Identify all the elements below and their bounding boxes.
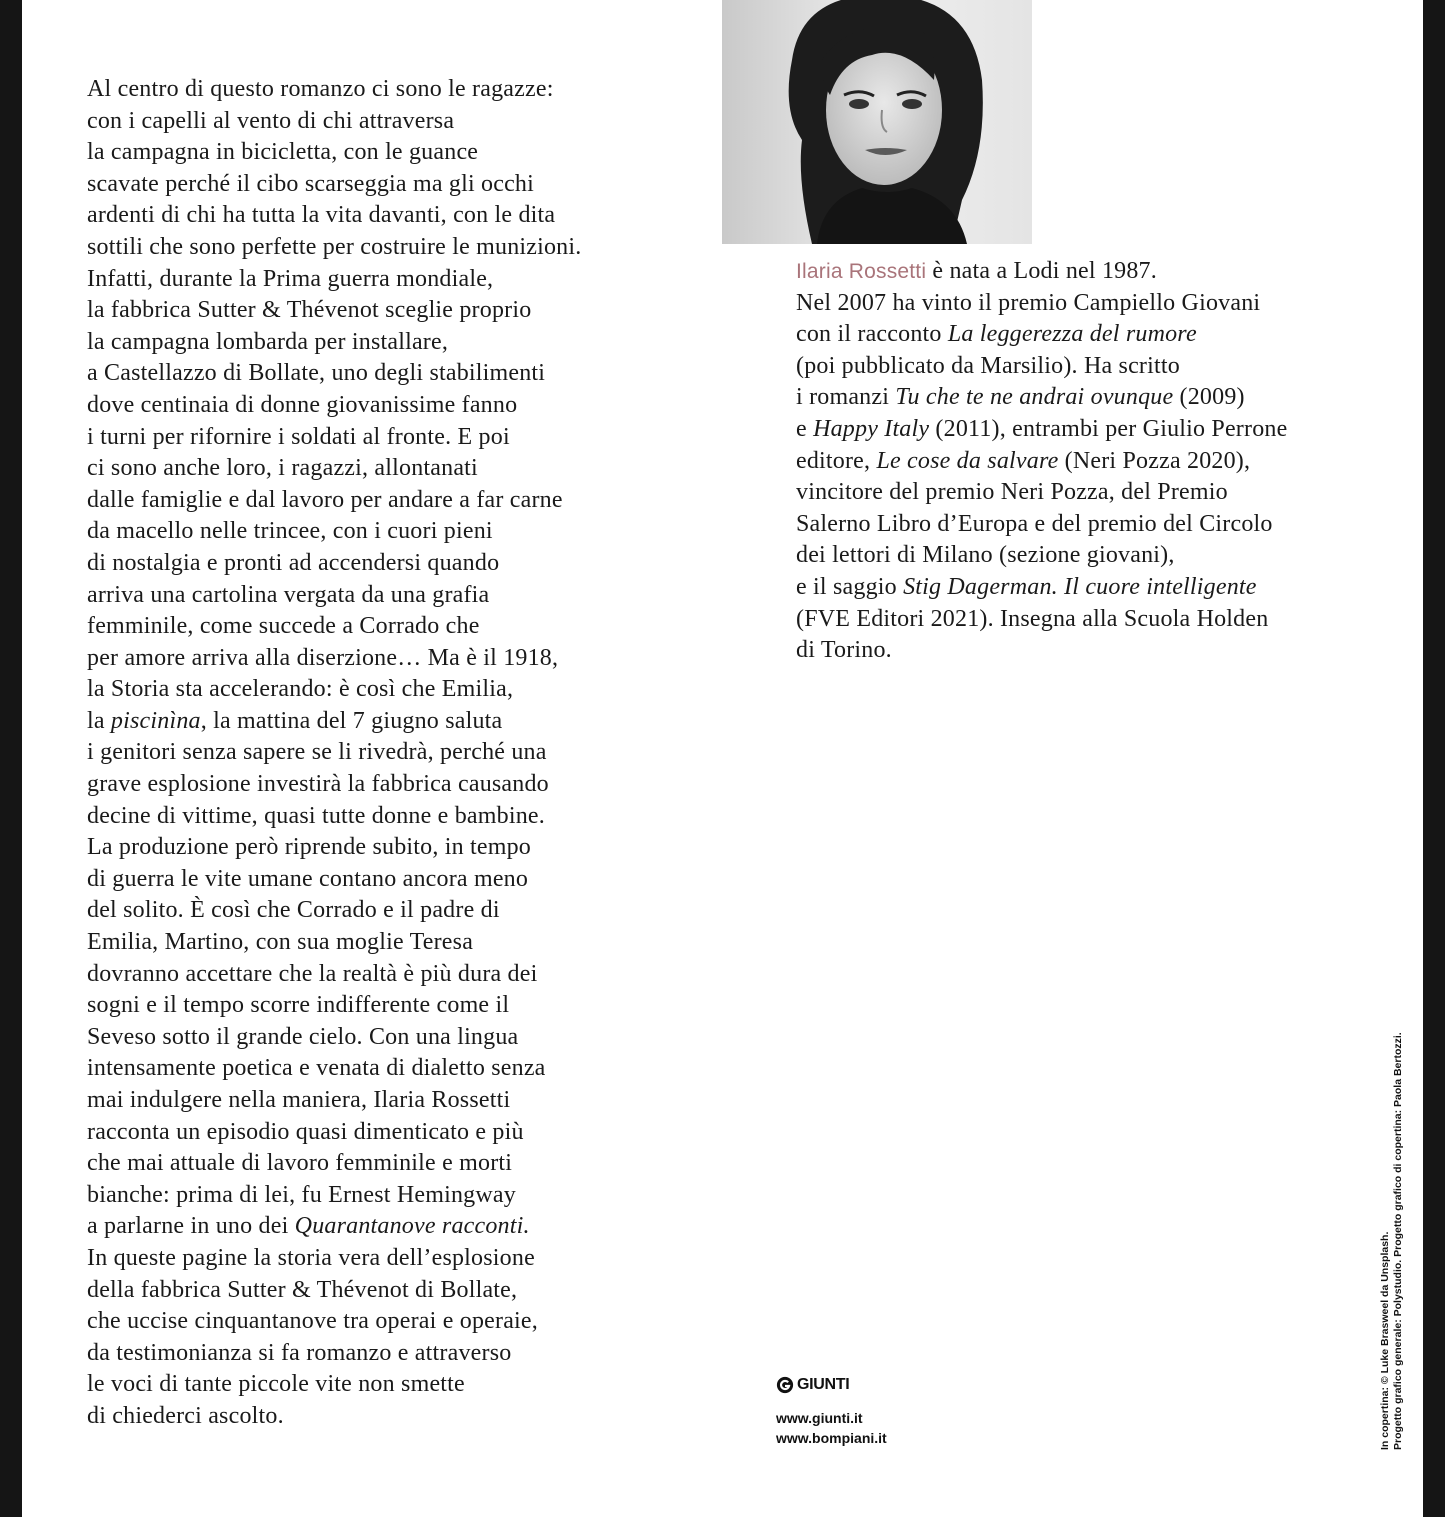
synopsis-line: Seveso sotto il grande cielo. Con una lingua <box>87 1023 519 1050</box>
bio-line: Salerno Libro d’Europa e del premio del Circolo <box>796 510 1273 537</box>
synopsis-text <box>87 74 647 1433</box>
synopsis-line: da testimonianza si fa romanzo e attraverso <box>87 1339 512 1366</box>
text-run: (2009) <box>1173 384 1245 411</box>
synopsis-line: dove centinaia di donne giovanissime fanno <box>87 391 518 418</box>
cover-credits <box>1379 1032 1405 1450</box>
synopsis-line: i turni per rifornire i soldati al fronte. E poi <box>87 423 510 450</box>
synopsis-line: di chiederci ascolto. <box>87 1402 284 1429</box>
credit-line: Progetto grafico generale: Polystudio. Progetto grafico di copertina: Paola Bertozzi. <box>1392 1032 1404 1450</box>
synopsis-line: In queste pagine la storia vera dell’esplosione <box>87 1244 535 1271</box>
synopsis-line: del solito. È così che Corrado e il padre di <box>87 897 500 924</box>
text-run: (Neri Pozza 2020), <box>1058 447 1251 474</box>
synopsis-line: la campagna in bicicletta, con le guance <box>87 139 479 166</box>
text-run: con il racconto <box>796 321 948 348</box>
bompiani-url[interactable]: www.bompiani.it <box>776 1430 887 1446</box>
bio-line: (poi pubblicato da Marsilio). Ha scritto <box>796 352 1180 379</box>
synopsis-line: dovranno accettare che la realtà è più dura dei <box>87 960 538 987</box>
synopsis-line: racconta un episodio quasi dimenticato e più <box>87 1118 524 1145</box>
text-run: e il saggio <box>796 573 904 600</box>
bio-line: Nel 2007 ha vinto il premio Campiello Giovani <box>796 289 1261 316</box>
text-run: i romanzi <box>796 384 896 411</box>
synopsis-line: Infatti, durante la Prima guerra mondiale, <box>87 265 494 292</box>
synopsis-line: di guerra le vite umane contano ancora meno <box>87 865 529 892</box>
synopsis-line: arriva una cartolina vergata da una grafia <box>87 581 490 608</box>
synopsis-line-italic-mix <box>87 706 647 738</box>
italic-title: La leggerezza del rumore <box>947 321 1197 348</box>
synopsis-line: grave esplosione investirà la fabbrica causando <box>87 771 549 798</box>
author-photo <box>722 0 1032 244</box>
author-name: Ilaria Rossetti <box>796 260 927 283</box>
synopsis-line: della fabbrica Sutter & Thévenot di Bollate, <box>87 1276 518 1303</box>
synopsis-line: Al centro di questo romanzo ci sono le ragazze: <box>87 76 554 102</box>
text-run: , la mattina del 7 giugno saluta <box>200 707 503 734</box>
synopsis-line: con i capelli al vento di chi attraversa <box>87 107 455 134</box>
publisher-urls <box>776 1408 887 1448</box>
author-bio <box>796 256 1356 667</box>
synopsis-line: che uccise cinquantanove tra operai e operaie, <box>87 1308 538 1335</box>
text-run: la <box>87 707 111 734</box>
synopsis-line: di nostalgia e pronti ad accendersi quando <box>87 549 500 576</box>
credit-line: In copertina: © Luke Brasweel da Unsplash. <box>1379 1231 1391 1450</box>
italic-title: Stig Dagerman. Il cuore intelligente <box>903 573 1257 600</box>
bio-line <box>796 446 1356 478</box>
italic-title: Tu che te ne andrai ovunque <box>895 384 1174 411</box>
italic-title: Le cose da salvare <box>876 447 1059 474</box>
synopsis-line: scavate perché il cibo scarseggia ma gli occhi <box>87 170 535 197</box>
synopsis-line: La produzione però riprende subito, in tempo <box>87 834 532 861</box>
bio-line <box>796 572 1356 604</box>
giunti-logo-icon <box>776 1376 794 1394</box>
synopsis-line: ci sono anche loro, i ragazzi, allontanati <box>87 455 478 482</box>
synopsis-line: bianche: prima di lei, fu Ernest Hemingway <box>87 1181 516 1208</box>
synopsis-line: la fabbrica Sutter & Thévenot sceglie proprio <box>87 297 532 324</box>
synopsis-line: i genitori senza sapere se li rivedrà, perché una <box>87 739 547 766</box>
bio-line: di Torino. <box>796 637 892 664</box>
left-edge-border <box>0 0 22 1517</box>
bio-line: (FVE Editori 2021). Insegna alla Scuola Holden <box>796 605 1269 632</box>
bio-line: vincitore del premio Neri Pozza, del Premio <box>796 479 1228 506</box>
synopsis-line: le voci di tante piccole vite non smette <box>87 1371 465 1398</box>
synopsis-line: la campagna lombarda per installare, <box>87 328 449 355</box>
synopsis-line: che mai attuale di lavoro femminile e morti <box>87 1150 513 1177</box>
synopsis-line: Emilia, Martino, con sua moglie Teresa <box>87 929 474 956</box>
giunti-url[interactable]: www.giunti.it <box>776 1410 863 1426</box>
text-run: a parlarne in uno dei <box>87 1213 295 1240</box>
text-run: editore, <box>796 447 877 474</box>
giunti-logo <box>776 1376 887 1394</box>
italic-title: Quarantanove racconti. <box>294 1213 530 1240</box>
synopsis-line: decine di vittime, quasi tutte donne e bambine. <box>87 802 545 829</box>
text-run: e <box>796 415 814 442</box>
bio-line <box>796 256 1356 288</box>
synopsis-line: ardenti di chi ha tutta la vita davanti, con le dita <box>87 202 556 229</box>
logo-text: GIUNTI <box>797 1376 850 1393</box>
synopsis-line: sottili che sono perfette per costruire le munizioni. <box>87 233 582 260</box>
synopsis-line: sogni e il tempo scorre indifferente come il <box>87 992 510 1019</box>
synopsis-line: femminile, come succede a Corrado che <box>87 613 480 640</box>
publisher-block <box>776 1376 887 1448</box>
bio-line <box>796 414 1356 446</box>
synopsis-line: mai indulgere nella maniera, Ilaria Rossetti <box>87 1087 511 1113</box>
bio-line <box>796 382 1356 414</box>
bio-line <box>796 319 1356 351</box>
italic-word: piscinìna <box>110 707 201 734</box>
synopsis-line: per amore arriva alla diserzione… Ma è il 1918, <box>87 644 559 671</box>
synopsis-line: la Storia sta accelerando: è così che Emilia, <box>87 676 514 703</box>
right-edge-border <box>1423 0 1445 1517</box>
text-run: (2011), entrambi per Giulio Perrone <box>929 415 1288 442</box>
synopsis-line: da macello nelle trincee, con i cuori pieni <box>87 518 493 545</box>
synopsis-line: a Castellazzo di Bollate, uno degli stabilimenti <box>87 360 546 387</box>
synopsis-line: intensamente poetica e venata di dialetto senza <box>87 1055 546 1082</box>
synopsis-line: dalle famiglie e dal lavoro per andare a far carne <box>87 486 563 513</box>
synopsis-line-italic-mix <box>87 1211 647 1243</box>
text-run: è nata a Lodi nel 1987. <box>926 258 1157 284</box>
bio-line: dei lettori di Milano (sezione giovani), <box>796 542 1175 569</box>
italic-title: Happy Italy <box>813 415 930 442</box>
